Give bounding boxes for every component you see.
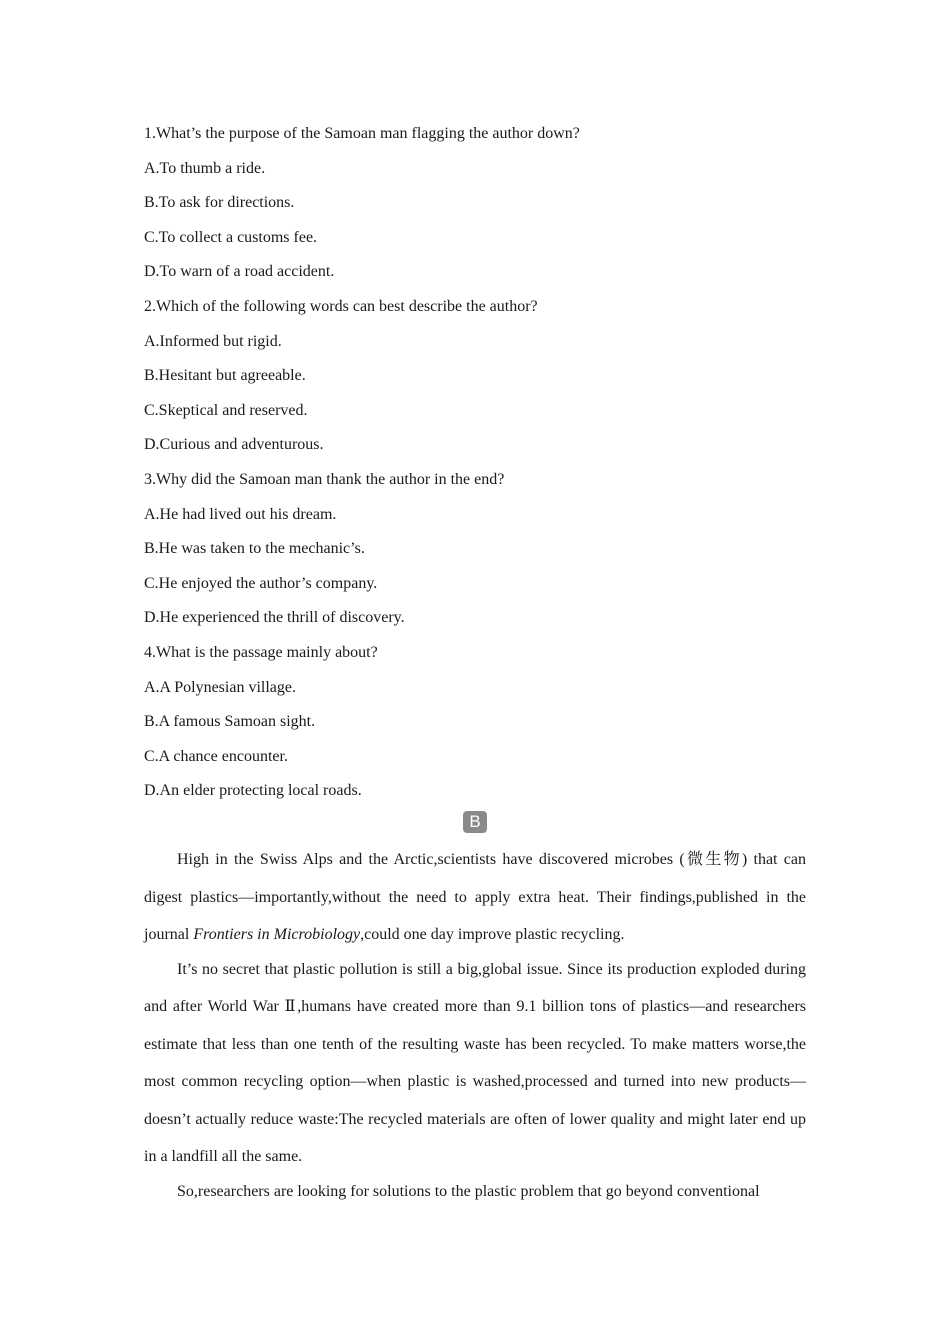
option-a: A.Informed but rigid. <box>144 332 282 350</box>
option-c: C.To collect a customs fee. <box>144 228 318 246</box>
option-a: A.A Polynesian village. <box>144 678 296 696</box>
option-b: B.Hesitant but agreeable. <box>144 367 306 385</box>
passage-paragraph-1 <box>144 841 806 954</box>
paragraph-text: High in the Swiss Alps and the Arctic,scientists have discovered microbes (微生物) that can digest plastics—importantly,without the need to apply extra heat. Their findings,published in the journal <box>144 851 806 944</box>
question-2 <box>144 297 806 455</box>
option-d: D.He experienced the thrill of discovery. <box>144 609 405 627</box>
option-c: C.Skeptical and reserved. <box>144 401 308 419</box>
journal-title: Frontiers in Microbiology <box>193 926 361 944</box>
question-stem: 1.What’s the purpose of the Samoan man flagging the author down? <box>144 125 580 142</box>
paragraph-text: ,could one day improve plastic recycling. <box>360 926 625 944</box>
option-d: D.To warn of a road accident. <box>144 263 335 281</box>
option-b: B.He was taken to the mechanic’s. <box>144 540 365 558</box>
option-d: D.An elder protecting local roads. <box>144 782 362 800</box>
passage-paragraph-2: It’s no secret that plastic pollution is still a big,global issue. Since its production exploded during and after World War Ⅱ,humans have created more than 9.1 billion tons of plastics—and researchers estimate that less than one tenth of the resulting waste has been recycled. To make matters worse,the most common recycling option—when plastic is washed,processed and turned into new products—doesn’t actually reduce waste:The recycled materials are often of lower quality and might later end up in a landfill all the same. <box>144 960 806 1166</box>
reading-passage <box>144 841 806 1210</box>
option-a: A.To thumb a ride. <box>144 159 266 177</box>
option-b: B.A famous Samoan sight. <box>144 713 316 731</box>
option-c: C.He enjoyed the author’s company. <box>144 574 378 592</box>
question-stem: 3.Why did the Samoan man thank the author in the end? <box>144 470 505 488</box>
question-4 <box>144 643 806 801</box>
option-a: A.He had lived out his dream. <box>144 505 337 523</box>
passage-paragraph-3: So,researchers are looking for solutions to the plastic problem that go beyond conventional <box>177 1182 760 1200</box>
question-3 <box>144 470 806 628</box>
question-1 <box>144 124 806 282</box>
question-stem: 4.What is the passage mainly about? <box>144 643 378 661</box>
option-c: C.A chance encounter. <box>144 747 288 765</box>
question-stem: 2.Which of the following words can best describe the author? <box>144 297 538 315</box>
document-page <box>144 124 806 1210</box>
option-d: D.Curious and adventurous. <box>144 436 324 454</box>
section-b-badge: B <box>463 811 487 833</box>
option-b: B.To ask for directions. <box>144 194 295 212</box>
